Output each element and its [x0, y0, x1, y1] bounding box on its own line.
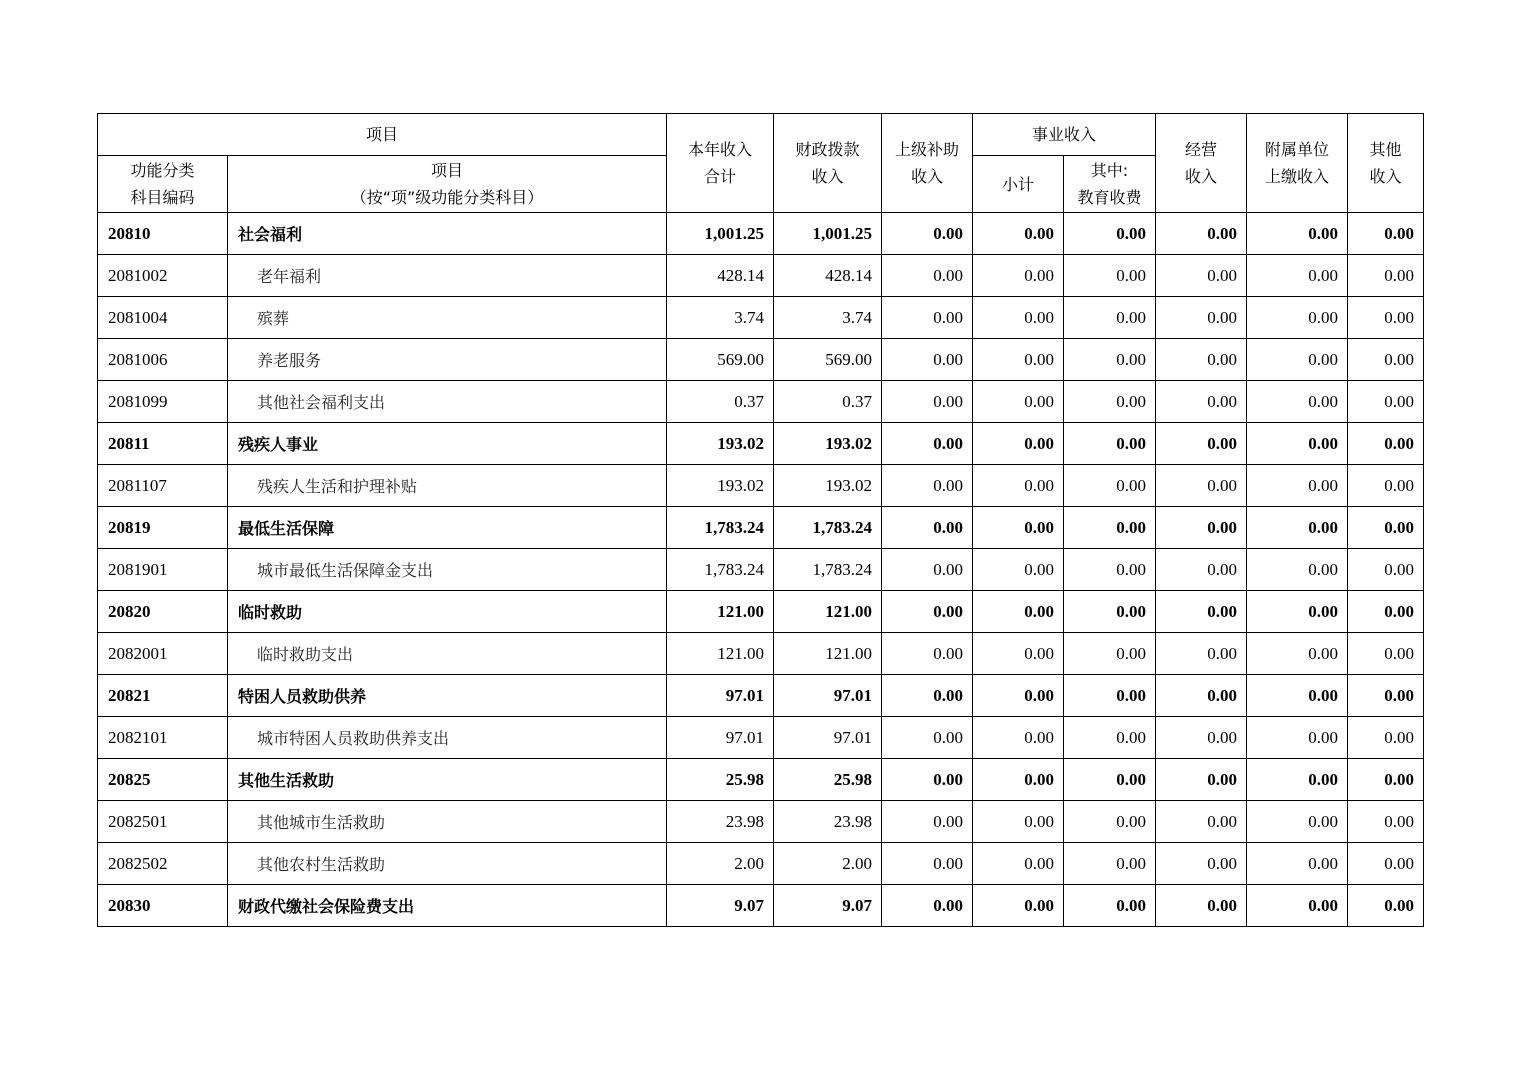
- table-row: [98, 591, 1424, 633]
- row-value: 97.01: [774, 717, 882, 759]
- row-value: 0.00: [1247, 549, 1348, 591]
- header-superior: 上级补助 收入: [882, 114, 973, 213]
- row-value: 0.00: [1064, 549, 1156, 591]
- row-value: 0.00: [1064, 297, 1156, 339]
- row-name: 最低生活保障: [228, 507, 667, 549]
- row-name: 其他社会福利支出: [228, 381, 667, 423]
- row-value: 0.00: [1156, 381, 1247, 423]
- row-value: 0.00: [1348, 423, 1424, 465]
- row-value: 121.00: [667, 633, 774, 675]
- row-value: 3.74: [667, 297, 774, 339]
- table-row: [98, 255, 1424, 297]
- row-value: 0.00: [1064, 213, 1156, 255]
- row-value: 0.00: [1247, 759, 1348, 801]
- row-value: 0.00: [1156, 675, 1247, 717]
- row-value: 0.00: [882, 213, 973, 255]
- row-value: 0.00: [1247, 381, 1348, 423]
- row-value: 0.00: [1064, 759, 1156, 801]
- row-value: 0.00: [973, 633, 1064, 675]
- header-operation: 经营 收入: [1156, 114, 1247, 213]
- row-value: 0.00: [1247, 885, 1348, 927]
- row-value: 0.00: [1156, 549, 1247, 591]
- row-name: 城市最低生活保障金支出: [228, 549, 667, 591]
- row-value: 0.00: [973, 255, 1064, 297]
- row-value: 0.00: [882, 591, 973, 633]
- row-value: 0.00: [882, 675, 973, 717]
- row-value: 0.00: [973, 717, 1064, 759]
- row-name: 殡葬: [228, 297, 667, 339]
- row-value: 0.00: [1064, 801, 1156, 843]
- table-row: [98, 633, 1424, 675]
- row-value: 193.02: [667, 423, 774, 465]
- row-value: 23.98: [667, 801, 774, 843]
- row-code: 2082502: [98, 843, 228, 885]
- row-value: 0.00: [1064, 843, 1156, 885]
- row-value: 0.00: [1156, 591, 1247, 633]
- row-code: 20820: [98, 591, 228, 633]
- row-value: 1,783.24: [774, 549, 882, 591]
- row-value: 0.00: [1348, 885, 1424, 927]
- row-value: 0.00: [1247, 717, 1348, 759]
- row-value: 0.00: [882, 717, 973, 759]
- row-value: 0.00: [973, 591, 1064, 633]
- row-value: 0.00: [1348, 339, 1424, 381]
- row-code: 2082101: [98, 717, 228, 759]
- row-value: 0.00: [973, 507, 1064, 549]
- row-code: 20810: [98, 213, 228, 255]
- row-value: 0.00: [1348, 801, 1424, 843]
- table-row: [98, 297, 1424, 339]
- row-value: 0.00: [1247, 339, 1348, 381]
- row-value: 193.02: [774, 465, 882, 507]
- row-value: 0.00: [882, 549, 973, 591]
- row-value: 0.00: [973, 549, 1064, 591]
- row-value: 0.00: [1247, 801, 1348, 843]
- row-value: 1,001.25: [667, 213, 774, 255]
- row-value: 0.00: [882, 759, 973, 801]
- row-value: 0.00: [1348, 633, 1424, 675]
- table-row: [98, 549, 1424, 591]
- row-value: 0.00: [1064, 339, 1156, 381]
- row-name: 其他城市生活救助: [228, 801, 667, 843]
- row-value: 0.00: [1348, 675, 1424, 717]
- table-row: [98, 381, 1424, 423]
- row-code: 2081099: [98, 381, 228, 423]
- row-value: 0.00: [1247, 297, 1348, 339]
- row-value: 97.01: [774, 675, 882, 717]
- table-row: [98, 507, 1424, 549]
- row-value: 0.00: [973, 885, 1064, 927]
- row-value: 0.00: [1348, 213, 1424, 255]
- header-fiscal: 财政拨款 收入: [774, 114, 882, 213]
- row-code: 20830: [98, 885, 228, 927]
- table-row: [98, 843, 1424, 885]
- row-value: 0.00: [1247, 507, 1348, 549]
- row-name: 临时救助支出: [228, 633, 667, 675]
- row-value: 0.00: [1247, 213, 1348, 255]
- row-value: 0.00: [973, 339, 1064, 381]
- row-value: 193.02: [774, 423, 882, 465]
- row-value: 0.00: [1156, 255, 1247, 297]
- row-value: 0.00: [1156, 759, 1247, 801]
- row-value: 97.01: [667, 675, 774, 717]
- row-value: 0.00: [1156, 801, 1247, 843]
- income-table: [97, 113, 1424, 927]
- table-row: [98, 423, 1424, 465]
- header-project: 项目: [98, 114, 667, 156]
- row-code: 20821: [98, 675, 228, 717]
- table-row: [98, 465, 1424, 507]
- row-name: 临时救助: [228, 591, 667, 633]
- row-value: 0.00: [882, 843, 973, 885]
- row-value: 0.00: [973, 381, 1064, 423]
- row-value: 428.14: [774, 255, 882, 297]
- row-name: 老年福利: [228, 255, 667, 297]
- table-row: [98, 759, 1424, 801]
- header-edu: 其中: 教育收费: [1064, 156, 1156, 213]
- row-value: 0.00: [1348, 465, 1424, 507]
- row-value: 0.00: [1156, 213, 1247, 255]
- row-value: 0.00: [1064, 633, 1156, 675]
- row-value: 0.00: [1156, 885, 1247, 927]
- row-value: 0.00: [1348, 759, 1424, 801]
- row-value: 3.74: [774, 297, 882, 339]
- row-value: 2.00: [667, 843, 774, 885]
- row-value: 0.00: [1156, 297, 1247, 339]
- row-value: 0.00: [1247, 843, 1348, 885]
- row-value: 23.98: [774, 801, 882, 843]
- row-value: 0.00: [973, 423, 1064, 465]
- row-code: 2081004: [98, 297, 228, 339]
- row-value: 0.00: [1247, 675, 1348, 717]
- header-total: 本年收入 合计: [667, 114, 774, 213]
- row-value: 0.00: [1064, 381, 1156, 423]
- row-value: 0.37: [774, 381, 882, 423]
- table-row: [98, 675, 1424, 717]
- row-value: 0.00: [1348, 507, 1424, 549]
- row-value: 0.00: [1064, 423, 1156, 465]
- row-name: 其他生活救助: [228, 759, 667, 801]
- row-value: 25.98: [774, 759, 882, 801]
- row-code: 20825: [98, 759, 228, 801]
- table-row: [98, 801, 1424, 843]
- row-value: 0.00: [882, 633, 973, 675]
- row-value: 0.00: [1064, 255, 1156, 297]
- row-value: 97.01: [667, 717, 774, 759]
- row-value: 0.00: [1064, 507, 1156, 549]
- row-name: 残疾人事业: [228, 423, 667, 465]
- row-value: 0.00: [1348, 297, 1424, 339]
- row-code: 2081901: [98, 549, 228, 591]
- row-value: 569.00: [774, 339, 882, 381]
- row-value: 0.00: [1156, 339, 1247, 381]
- row-value: 0.00: [973, 801, 1064, 843]
- row-value: 0.00: [1064, 885, 1156, 927]
- row-value: 0.00: [882, 297, 973, 339]
- row-value: 0.00: [973, 675, 1064, 717]
- row-value: 0.00: [1247, 255, 1348, 297]
- table-row: [98, 213, 1424, 255]
- table-row: [98, 885, 1424, 927]
- row-value: 0.00: [1247, 465, 1348, 507]
- row-code: 2082501: [98, 801, 228, 843]
- header-other: 其他 收入: [1348, 114, 1424, 213]
- row-value: 0.00: [973, 759, 1064, 801]
- row-value: 9.07: [774, 885, 882, 927]
- row-value: 121.00: [774, 591, 882, 633]
- header-code: 功能分类 科目编码: [98, 156, 228, 213]
- row-value: 0.00: [1156, 423, 1247, 465]
- row-value: 0.00: [1064, 465, 1156, 507]
- row-value: 0.00: [1348, 717, 1424, 759]
- row-value: 0.00: [1156, 465, 1247, 507]
- row-value: 1,783.24: [774, 507, 882, 549]
- row-value: 0.00: [1156, 507, 1247, 549]
- row-value: 0.37: [667, 381, 774, 423]
- header-career: 事业收入: [973, 114, 1156, 156]
- row-value: 0.00: [973, 843, 1064, 885]
- row-value: 0.00: [882, 423, 973, 465]
- row-value: 0.00: [1348, 255, 1424, 297]
- row-value: 569.00: [667, 339, 774, 381]
- row-value: 0.00: [1348, 381, 1424, 423]
- row-value: 0.00: [1156, 717, 1247, 759]
- row-code: 2081002: [98, 255, 228, 297]
- row-code: 2081006: [98, 339, 228, 381]
- row-code: 2081107: [98, 465, 228, 507]
- row-value: 0.00: [1348, 843, 1424, 885]
- row-name: 财政代缴社会保险费支出: [228, 885, 667, 927]
- row-value: 25.98: [667, 759, 774, 801]
- row-value: 0.00: [1348, 591, 1424, 633]
- row-value: 0.00: [1247, 423, 1348, 465]
- row-value: 0.00: [882, 801, 973, 843]
- row-value: 121.00: [774, 633, 882, 675]
- row-value: 0.00: [882, 381, 973, 423]
- row-value: 2.00: [774, 843, 882, 885]
- header-affiliated: 附属单位 上缴收入: [1247, 114, 1348, 213]
- row-value: 9.07: [667, 885, 774, 927]
- row-value: 428.14: [667, 255, 774, 297]
- row-name: 养老服务: [228, 339, 667, 381]
- row-value: 0.00: [1064, 591, 1156, 633]
- row-value: 0.00: [1064, 675, 1156, 717]
- row-value: 0.00: [973, 213, 1064, 255]
- row-value: 0.00: [1156, 843, 1247, 885]
- row-value: 0.00: [882, 255, 973, 297]
- row-code: 20819: [98, 507, 228, 549]
- row-name: 城市特困人员救助供养支出: [228, 717, 667, 759]
- table-row: [98, 339, 1424, 381]
- row-value: 121.00: [667, 591, 774, 633]
- row-value: 0.00: [973, 297, 1064, 339]
- row-value: 1,783.24: [667, 549, 774, 591]
- row-value: 0.00: [1247, 633, 1348, 675]
- row-name: 其他农村生活救助: [228, 843, 667, 885]
- row-value: 0.00: [882, 885, 973, 927]
- row-value: 0.00: [1156, 633, 1247, 675]
- row-value: 0.00: [973, 465, 1064, 507]
- row-value: 0.00: [882, 465, 973, 507]
- row-value: 193.02: [667, 465, 774, 507]
- table-row: [98, 717, 1424, 759]
- header-row-1: [98, 114, 1424, 156]
- row-value: 0.00: [1064, 717, 1156, 759]
- row-name: 特困人员救助供养: [228, 675, 667, 717]
- header-subtotal: 小计: [973, 156, 1064, 213]
- row-name: 残疾人生活和护理补贴: [228, 465, 667, 507]
- row-code: 20811: [98, 423, 228, 465]
- header-name: 项目 （按“项”级功能分类科目）: [228, 156, 667, 213]
- row-value: 0.00: [1348, 549, 1424, 591]
- row-value: 1,001.25: [774, 213, 882, 255]
- row-value: 0.00: [882, 507, 973, 549]
- row-value: 1,783.24: [667, 507, 774, 549]
- row-value: 0.00: [1247, 591, 1348, 633]
- row-code: 2082001: [98, 633, 228, 675]
- row-name: 社会福利: [228, 213, 667, 255]
- row-value: 0.00: [882, 339, 973, 381]
